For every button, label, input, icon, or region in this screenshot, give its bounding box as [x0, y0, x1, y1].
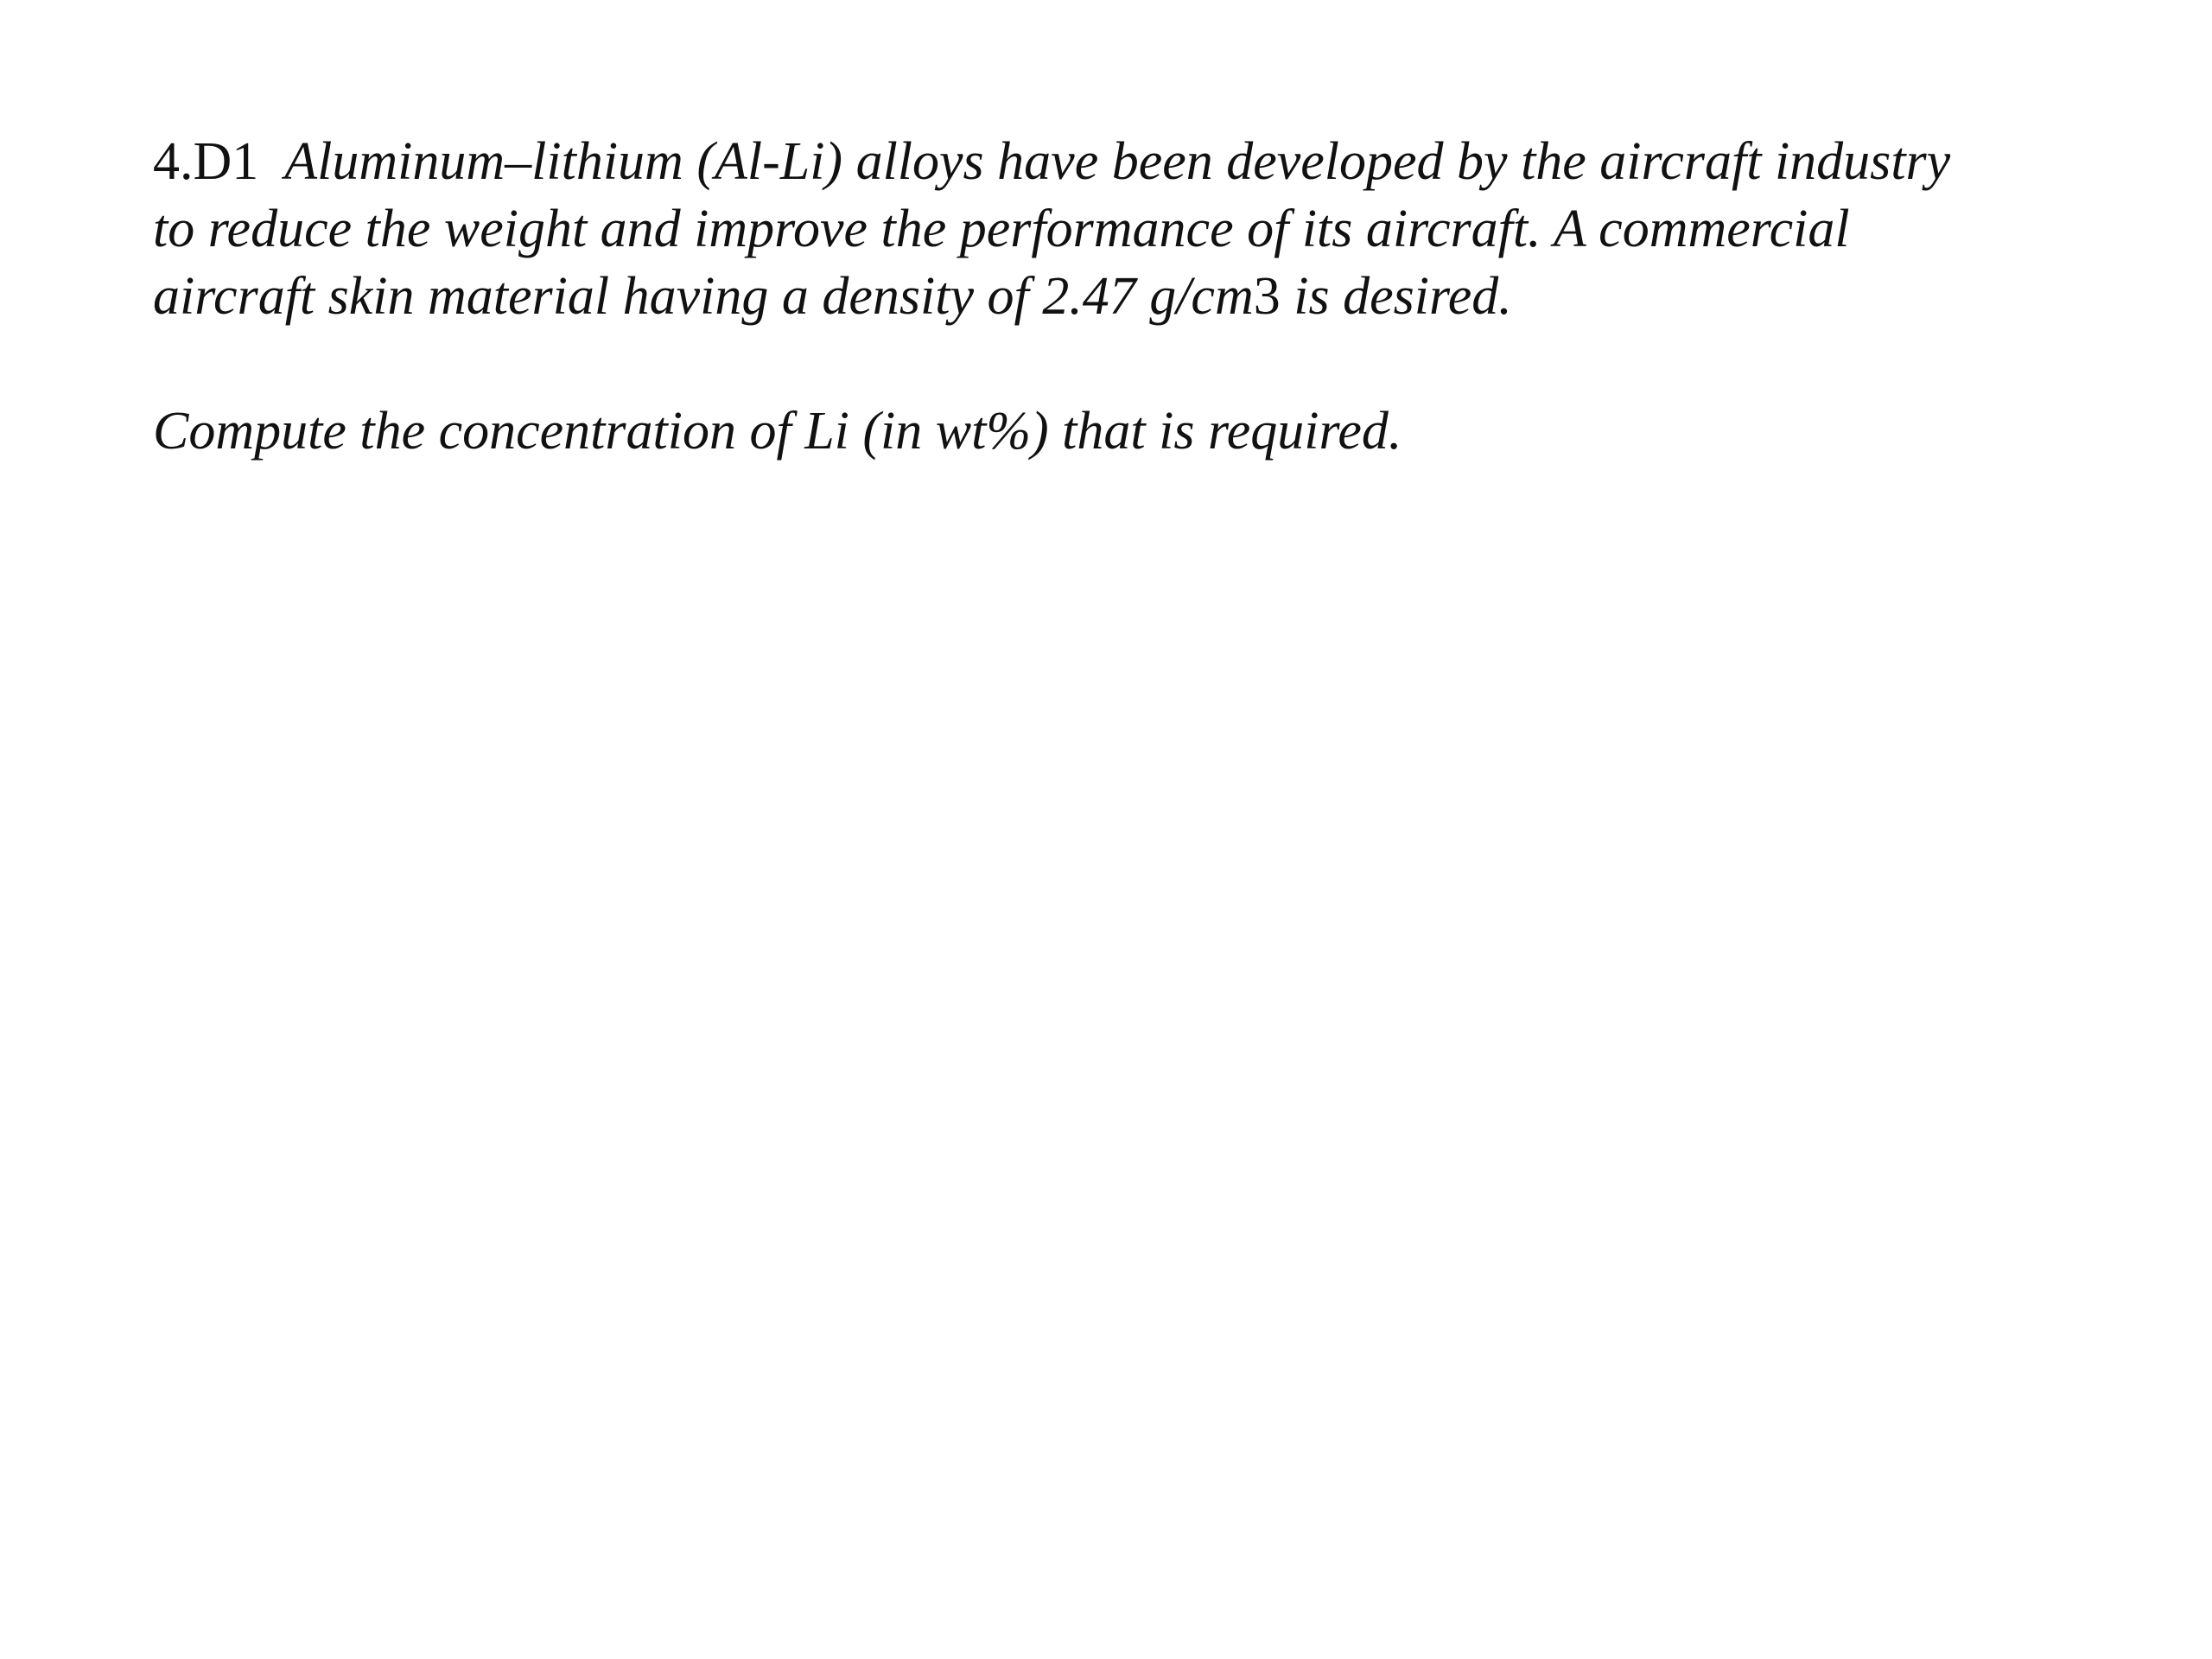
problem-question: Compute the concentration of Li (in wt%) that is required.: [153, 402, 1402, 461]
problem-line-3: [153, 263, 2088, 330]
problem-text-line-3-end: is desired.: [1280, 267, 1512, 326]
problem-text-line-3: aircraft skin material having a density of 2.47 g/cm: [153, 267, 1254, 326]
problem-text-line-2: to reduce the weight and improve the performance of its aircraft. A commercial: [153, 200, 1850, 258]
problem-statement: [153, 128, 2088, 465]
problem-number: 4.D1: [153, 132, 259, 191]
problem-text-line-1: Aluminum–lithium (Al-Li) alloys have been developed by the aircraft industry: [284, 132, 1951, 191]
density-unit-exponent: 3: [1253, 267, 1281, 326]
problem-line-1: [153, 128, 2088, 195]
